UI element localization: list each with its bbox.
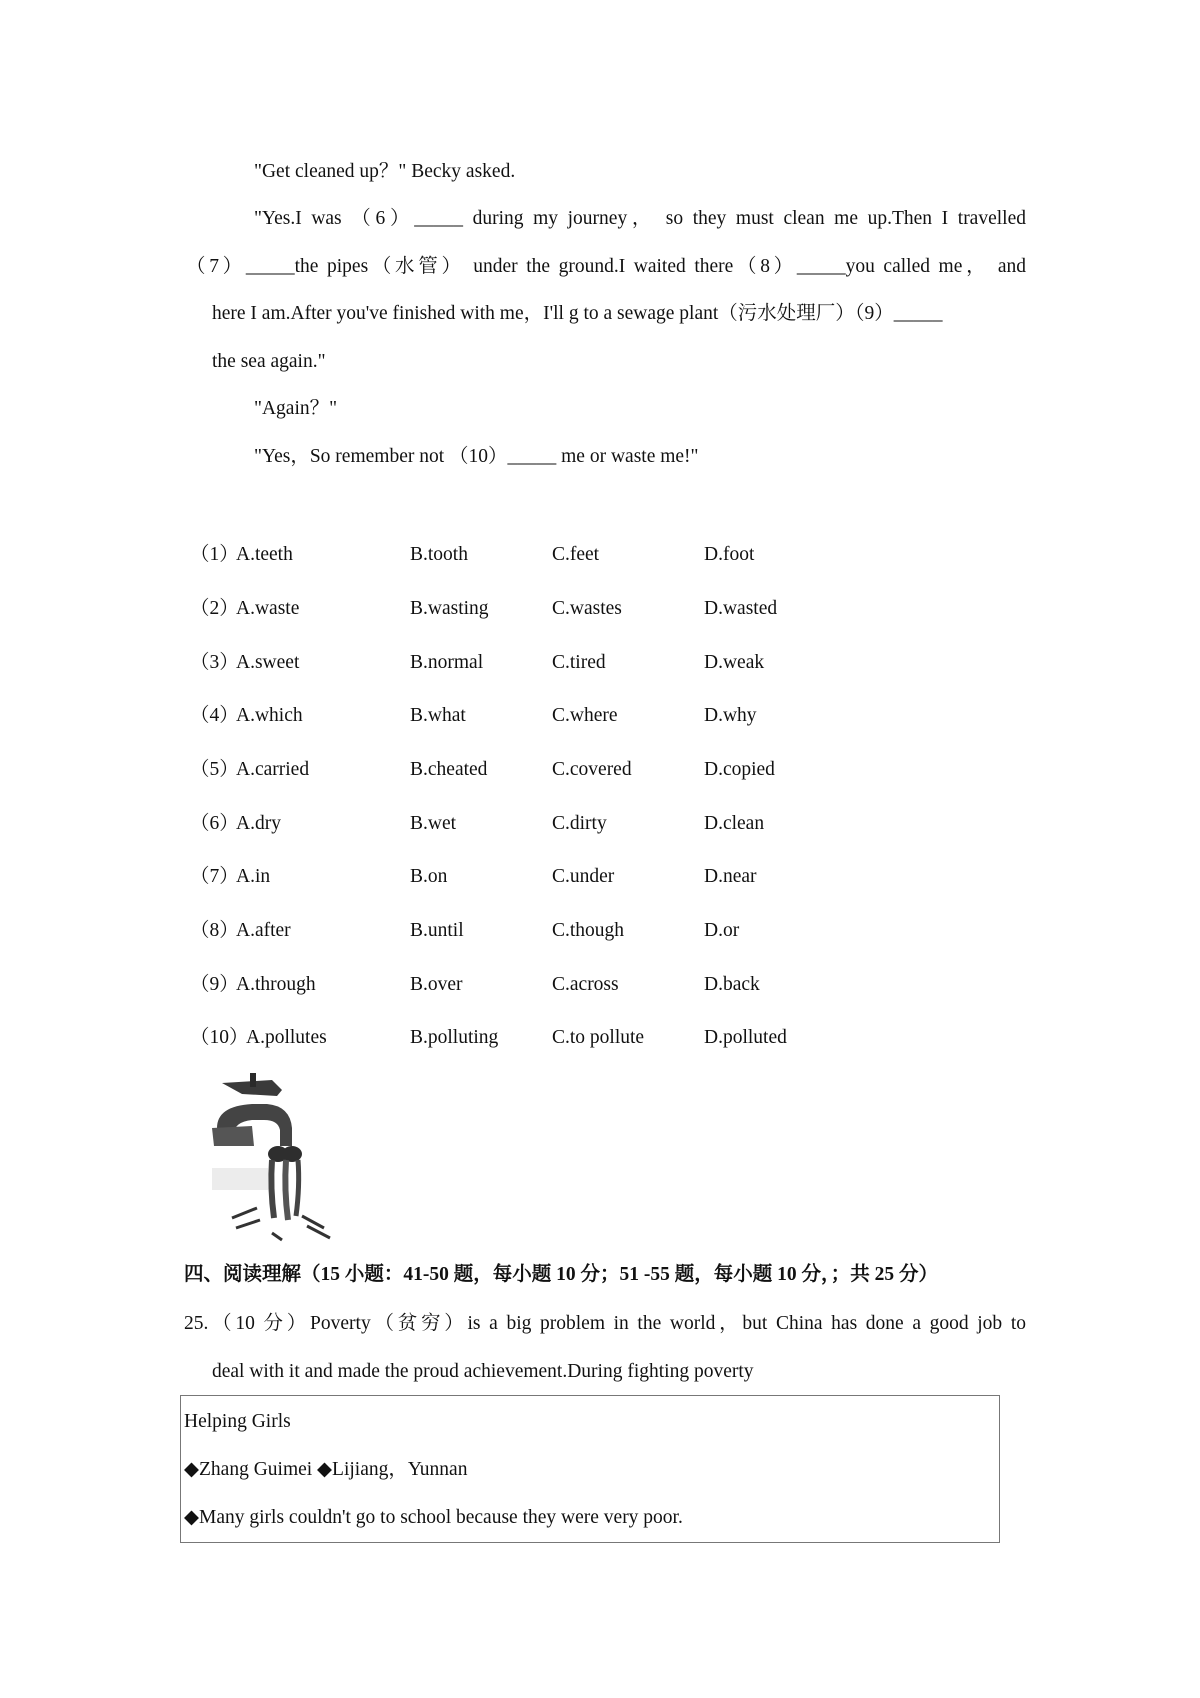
question-number: （2） [190,598,239,619]
question-25-line-1: 25.（10 分）Poverty（贫穷）is a big problem in the world，but China has done a good job to [184,1313,1026,1334]
question-number: （4） [190,705,239,726]
passage-line-5: the sea again." [212,351,326,372]
passage-line-2: "Yes.I was （6）_____ during my journey， so they must clean me up.Then I travelled [254,208,1026,229]
option-c: C.where [552,705,618,726]
passage-line-6: "Again？" [254,398,338,419]
option-c: C.feet [552,544,600,565]
passage-line-3: （7）_____the pipes（水管） under the ground.I waited there（8）_____you called me， and [186,256,1026,277]
option-c: C.though [552,920,625,941]
option-a: A.after [236,920,291,941]
option-a: A.sweet [236,652,300,673]
option-a: A.in [236,866,271,887]
option-d: D.copied [704,759,775,780]
option-b: B.cheated [410,759,488,780]
passage-line-1: "Get cleaned up？" Becky asked. [254,161,516,182]
question-number: （5） [190,759,239,780]
option-b: B.on [410,866,448,887]
option-b: B.what [410,705,466,726]
option-d: D.wasted [704,598,778,619]
option-c: C.wastes [552,598,622,619]
question-number: （1） [190,544,239,565]
option-b: B.wasting [410,598,489,619]
option-d: D.why [704,705,757,726]
option-b: B.wet [410,813,457,834]
section-heading: 四、阅读理解（15 小题：41-50 题，每小题 10 分；51 -55 题，每小题 10 分，；共 25 分） [184,1264,938,1285]
option-b: B.tooth [410,544,468,565]
option-c: C.to pollute [552,1027,645,1048]
option-b: B.until [410,920,464,941]
info-box [180,1395,1000,1543]
option-a: A.which [236,705,303,726]
option-d: D.near [704,866,757,887]
option-a: A.teeth [236,544,293,565]
question-number: （7） [190,866,239,887]
passage-line-7: "Yes，So remember not （10）_____ me or waste me!" [254,446,699,467]
option-a: A.pollutes [246,1027,327,1048]
option-b: B.over [410,974,463,995]
option-c: C.covered [552,759,632,780]
info-box-line-2: ◆Zhang Guimei ◆Lijiang，Yunnan [184,1459,468,1480]
option-c: C.tired [552,652,606,673]
option-d: D.polluted [704,1027,787,1048]
option-c: C.across [552,974,619,995]
option-a: A.dry [236,813,281,834]
option-b: B.polluting [410,1027,499,1048]
question-25-line-2: deal with it and made the proud achievement.During fighting poverty [212,1361,754,1382]
question-number: （3） [190,652,239,673]
question-number: （6） [190,813,239,834]
option-b: B.normal [410,652,484,673]
info-box-title: Helping Girls [184,1411,291,1432]
question-number: （9） [190,974,239,995]
option-a: A.through [236,974,316,995]
faucet-icon [212,1068,347,1243]
option-d: D.foot [704,544,755,565]
option-d: D.or [704,920,740,941]
question-number: （8） [190,920,239,941]
option-a: A.carried [236,759,310,780]
option-d: D.clean [704,813,765,834]
option-c: C.dirty [552,813,607,834]
question-number: （10） [190,1027,249,1048]
passage-line-4: here I am.After you've finished with me，I'll g to a sewage plant（污水处理厂）（9）_____ [212,303,943,324]
option-d: D.back [704,974,760,995]
option-a: A.waste [236,598,300,619]
option-c: C.under [552,866,615,887]
info-box-line-3: ◆Many girls couldn't go to school because they were very poor. [184,1507,683,1528]
option-d: D.weak [704,652,765,673]
